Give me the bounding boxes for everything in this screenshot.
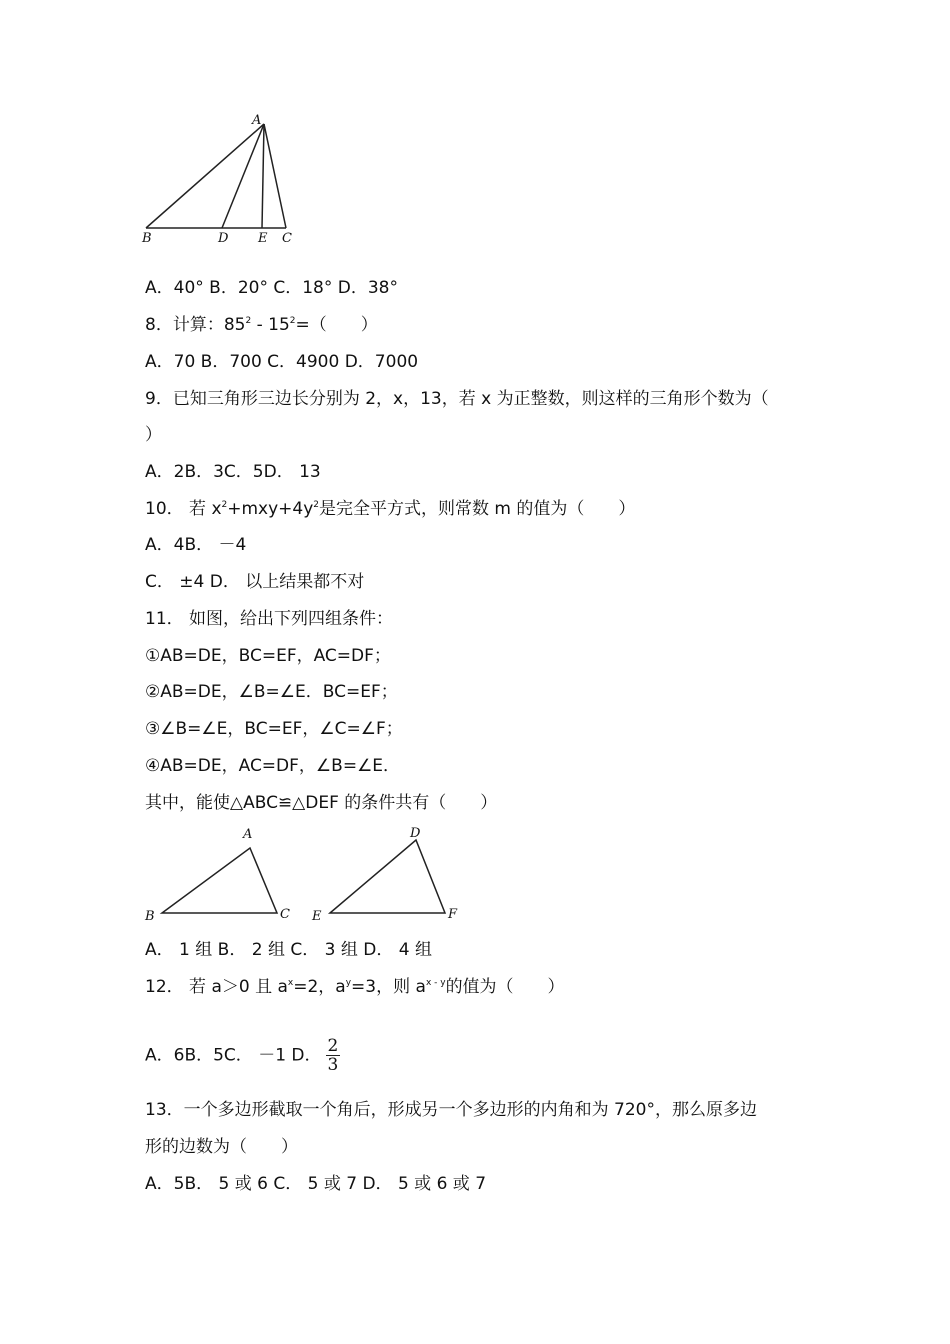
fraction-two-thirds xyxy=(326,1037,341,1074)
fraction-denominator: 3 xyxy=(327,1055,339,1075)
q12-options xyxy=(145,1037,340,1074)
q8-text: 8．计算：85 xyxy=(145,315,246,335)
q8-text-mid: - 15 xyxy=(251,315,290,335)
triangle-figure-q7 xyxy=(140,110,300,250)
q8-exp1: 2 xyxy=(245,316,252,326)
q12-exp1: x xyxy=(287,978,294,988)
q11-condition-1: ①AB=DE，BC=EF，AC=DF； xyxy=(145,646,391,666)
q12-text-mid2: =3，则 a xyxy=(351,977,426,997)
segment-ac xyxy=(264,124,286,228)
q13-stem: 13．一个多边形截取一个角后，形成另一个多边形的内角和为 720°，那么原多边 xyxy=(145,1100,757,1120)
label-d: D xyxy=(410,826,421,841)
q10-options-cd: C． ±4 D． 以上结果都不对 xyxy=(145,572,365,592)
label-a: A xyxy=(243,827,253,842)
label-b: B xyxy=(142,231,152,246)
triangles-figure-q11 xyxy=(140,822,470,926)
q8-exp2: 2 xyxy=(289,316,296,326)
triangle-def xyxy=(330,840,445,913)
q11-options: A． 1 组 B． 2 组 C． 3 组 D． 4 组 xyxy=(145,940,432,960)
q11-condition-2: ②AB=DE，∠B=∠E．BC=EF； xyxy=(145,682,398,702)
q11-question: 其中，能使△ABC≌△DEF 的条件共有（ ） xyxy=(145,793,498,813)
triangle-abc xyxy=(162,848,277,913)
q11-condition-4: ④AB=DE，AC=DF，∠B=∠E． xyxy=(145,756,401,776)
fraction-numerator: 2 xyxy=(327,1036,339,1056)
q10-text: 10． 若 x xyxy=(145,499,222,519)
q10-options-ab: A．4B． －4 xyxy=(145,535,247,555)
label-e: E xyxy=(312,909,322,924)
q12-options-text: A．6B．5C． －1 D． xyxy=(145,1045,322,1066)
q11-condition-3: ③∠B=∠E，BC=EF，∠C=∠F； xyxy=(145,719,403,739)
q11-stem: 11． 如图，给出下列四组条件： xyxy=(145,609,394,629)
q9-stem: 9．已知三角形三边长分别为 2，x，13，若 x 为正整数，则这样的三角形个数为（ xyxy=(145,389,769,409)
q8-options: A．70 B．700 C．4900 D．7000 xyxy=(145,352,419,372)
q12-exp2: y xyxy=(345,978,352,988)
q12-exp3: x - y xyxy=(425,978,446,988)
q12-text-end: 的值为（ ） xyxy=(445,977,565,997)
q12-text-mid1: =2，a xyxy=(293,977,346,997)
q12-stem xyxy=(145,976,565,998)
label-e: E xyxy=(258,231,268,246)
label-c: C xyxy=(280,907,290,922)
q8-stem xyxy=(145,314,378,336)
q13-options: A．5B． 5 或 6 C． 5 或 7 D． 5 或 6 或 7 xyxy=(145,1174,487,1194)
q10-exp2: 2 xyxy=(313,500,320,510)
q13-stem-cont: 形的边数为（ ） xyxy=(145,1137,298,1157)
q8-text-end: =（ ） xyxy=(295,315,378,335)
segment-ae xyxy=(262,124,264,228)
q12-text: 12． 若 a＞0 且 a xyxy=(145,977,288,997)
label-d: D xyxy=(218,231,229,246)
q10-stem xyxy=(145,498,635,520)
q7-options: A．40° B．20° C．18° D．38° xyxy=(145,278,398,298)
q9-options: A．2B．3C．5D． 13 xyxy=(145,462,321,482)
label-b: B xyxy=(145,909,155,924)
q10-exp1: 2 xyxy=(221,500,228,510)
q10-text-mid: +mxy+4y xyxy=(227,499,314,519)
q9-stem-cont: ） xyxy=(145,425,162,445)
label-a: A xyxy=(252,113,262,128)
label-c: C xyxy=(282,231,292,246)
q10-text-end: 是完全平方式，则常数 m 的值为（ ） xyxy=(319,499,636,519)
segment-ab xyxy=(146,124,264,228)
label-f: F xyxy=(448,907,458,922)
segment-ad xyxy=(222,124,264,228)
